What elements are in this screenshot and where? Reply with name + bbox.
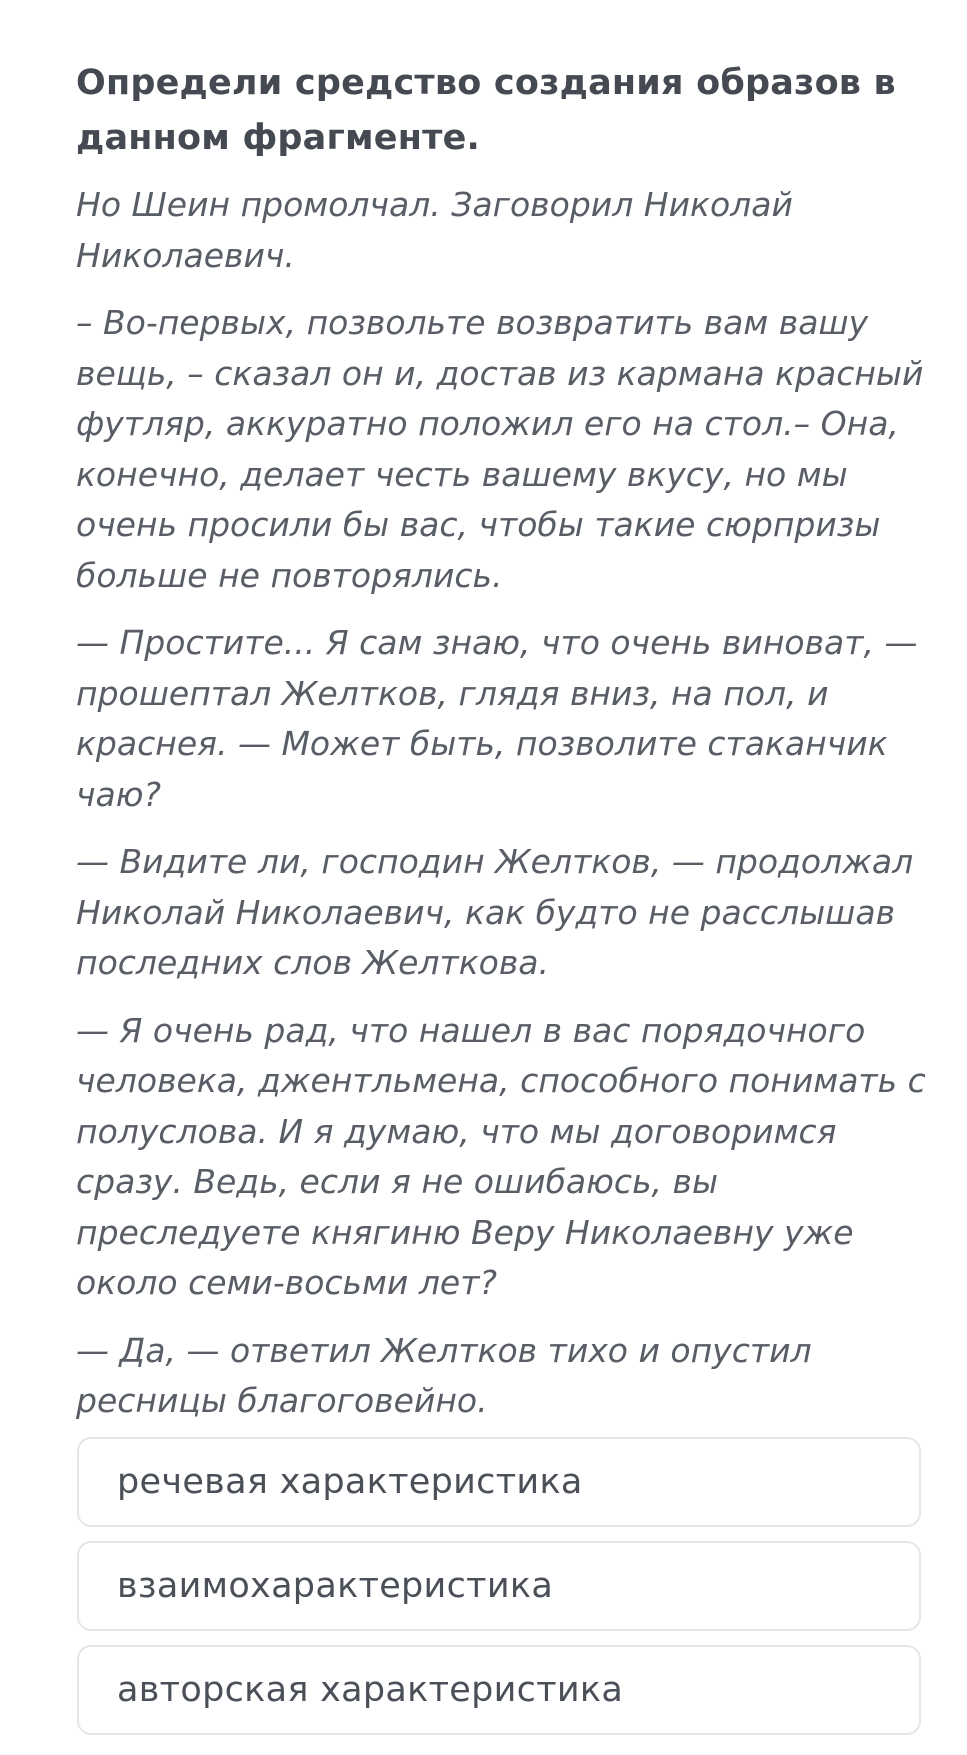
- passage-paragraph: — Да, — ответил Желтков тихо и опустил ресницы благоговейно.: [76, 1330, 812, 1420]
- answer-option-mutual-characteristic[interactable]: [77, 1541, 921, 1631]
- answer-option-label: взаимохарактеристика: [117, 1566, 554, 1606]
- passage-paragraph: — Простите... Я сам знаю, что очень виноват, — прошептал Желтков, глядя вниз, на пол, и краснея. — Может быть, позволите стаканчик чаю?: [76, 623, 918, 814]
- question-title: Определи средство создания образов в данном фрагменте.: [76, 63, 896, 158]
- answer-options: [77, 1437, 921, 1749]
- passage-paragraph: — Я очень рад, что нашел в вас порядочного человека, джентльмена, способного понимать с полуслова. И я думаю, что мы договоримся сразу. Ведь, если я не ошибаюсь, вы преследуете княгиню Веру Николаевну уже около семи-восьми лет?: [76, 1010, 926, 1302]
- answer-option-author-characteristic[interactable]: [77, 1645, 921, 1735]
- answer-option-speech-characteristic[interactable]: [77, 1437, 921, 1527]
- passage-paragraph: Но Шеин промолчал. Заговорил Николай Николаевич.: [76, 185, 793, 275]
- question-card: [76, 56, 932, 1444]
- answer-option-label: речевая характеристика: [117, 1462, 583, 1502]
- text-passage: [76, 180, 932, 1427]
- passage-paragraph: — Видите ли, господин Желтков, — продолжал Николай Николаевич, как будто не расслышав последних слов Желткова.: [76, 842, 914, 982]
- passage-paragraph: – Во-первых, позвольте возвратить вам вашу вещь, – сказал он и, достав из кармана красный футляр, аккуратно положил его на стол.– Она, конечно, делает честь вашему вкусу, но мы очень просили бы вас, чтобы такие сюрпризы больше не повторялись.: [76, 303, 924, 595]
- answer-option-label: авторская характеристика: [117, 1670, 624, 1710]
